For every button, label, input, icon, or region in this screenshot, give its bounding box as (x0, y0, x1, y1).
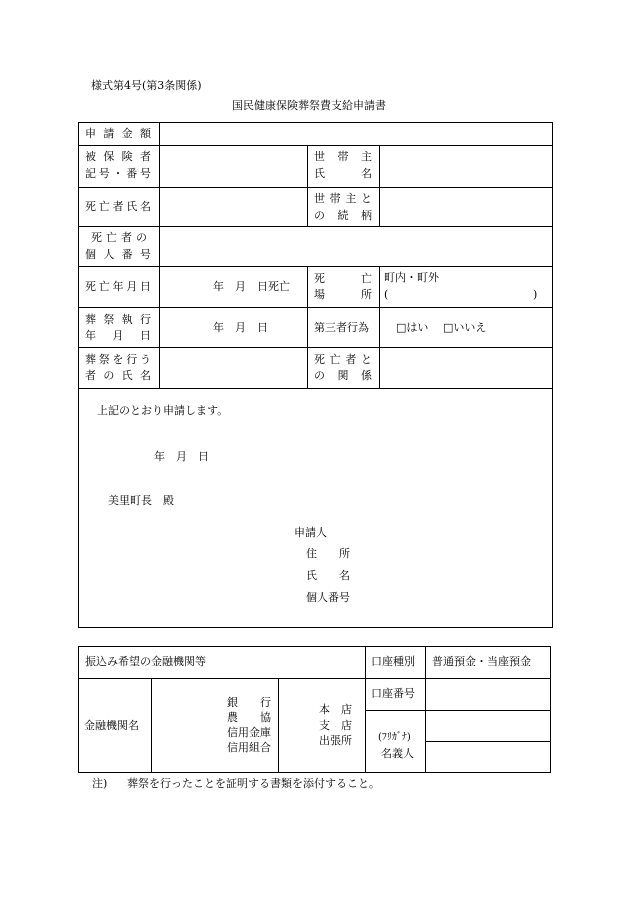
label-funeral-performer-line1 (85, 353, 151, 367)
applicant-name-label: 氏 名 (306, 569, 350, 582)
type-credit-union[interactable]: 信用組合 (227, 741, 271, 754)
account-type-label: 口座種別 (371, 655, 415, 668)
label-deceased-name (85, 200, 151, 214)
furigana-label: (ﾌﾘｶﾞﾅ) (378, 732, 411, 743)
label-funeral-performer-text2: 者 の 氏 名 (85, 369, 151, 382)
relation-deceased-field[interactable] (381, 349, 550, 386)
death-date-value[interactable]: 年 月 日死亡 (213, 280, 290, 293)
third-party-yes-checkbox[interactable]: □はい (396, 321, 429, 334)
type-shinkin[interactable]: 信用金庫 (227, 726, 271, 739)
label-death-place-line1 (314, 272, 372, 286)
branch-office[interactable]: 出張所 (319, 734, 352, 747)
label-insured-line2 (85, 167, 151, 181)
label-death-date (85, 280, 151, 294)
type-bank[interactable]: 銀 行 (227, 696, 271, 709)
addressee: 美里町長 殿 (108, 494, 174, 507)
third-party-no-checkbox[interactable]: □いいえ (443, 321, 487, 334)
label-funeral-performer-line2 (85, 369, 151, 383)
funeral-performer-field[interactable] (161, 349, 305, 386)
account-type-value[interactable]: 普通預金・当座預金 (432, 655, 531, 668)
institution-name-field[interactable] (153, 680, 223, 770)
desired-institution-label: 振込み希望の金融機関等 (85, 655, 206, 668)
death-place-paren-close: ) (533, 288, 538, 301)
label-funeral-date-text2: 年 月 日 (85, 329, 151, 342)
label-insured-line1 (85, 150, 151, 164)
householder-name-field[interactable] (381, 147, 550, 185)
account-number-label: 口座番号 (371, 687, 415, 700)
label-relation-householder-text1: 世 帯 主 と (314, 192, 372, 205)
label-deceased-name-text: 死 亡 者 氏 名 (85, 200, 151, 213)
deceased-id-field[interactable] (161, 228, 550, 265)
label-insured-text2: 記 号 ・ 番 号 (85, 167, 151, 180)
label-death-place-text2: 場 所 (314, 288, 372, 301)
label-householder-line2 (314, 167, 372, 181)
label-funeral-performer-text1: 葬 祭 を 行 う (85, 353, 151, 366)
institution-name-label: 金融機関名 (84, 719, 139, 732)
label-relation-deceased-text2: の 関 係 (314, 369, 372, 382)
label-relation-deceased-line2 (314, 369, 372, 383)
label-funeral-date-line2 (85, 329, 151, 343)
label-death-date-text: 死 亡 年 月 日 (85, 280, 151, 293)
note-marker: 注) (92, 777, 108, 790)
applicant-id-label: 個人番号 (306, 591, 350, 604)
label-deceased-id-text1: 死 亡 者 の (91, 231, 147, 244)
label-relation-householder-text2: の 続 柄 (314, 209, 372, 222)
branch-main[interactable]: 本 店 (319, 703, 352, 716)
declaration-date[interactable]: 年 月 日 (154, 450, 209, 463)
label-relation-deceased-text1: 死 亡 者 と (314, 353, 372, 366)
holder-name-field[interactable] (427, 743, 548, 771)
holder-name-label: 名義人 (381, 747, 414, 760)
label-amount (85, 127, 151, 141)
applicant-address-label: 住 所 (306, 547, 350, 560)
label-death-place-text1: 死 亡 (314, 272, 372, 285)
furigana-field[interactable] (427, 712, 548, 740)
funeral-date-value[interactable]: 年 月 日 (213, 321, 268, 334)
note-text: 葬祭を行ったことを証明する書類を添付すること。 (127, 777, 380, 790)
label-funeral-date-line1 (85, 313, 151, 327)
label-deceased-id-line1 (91, 231, 147, 245)
label-householder-line1 (314, 150, 372, 164)
declaration-statement: 上記のとおり申請します。 (97, 404, 229, 417)
label-amount-text: 申 請 金 額 (85, 127, 151, 140)
insured-number-field[interactable] (161, 147, 305, 185)
applicant-label: 申請人 (294, 526, 327, 539)
label-funeral-date-text1: 葬 祭 執 行 (85, 313, 151, 326)
label-householder-text1: 世 帯 主 (314, 150, 372, 163)
label-householder-text2: 氏 名 (314, 167, 372, 180)
deceased-name-field[interactable] (161, 189, 305, 225)
label-insured-text1: 被 保 険 者 (85, 150, 151, 163)
form-title: 国民健康保険葬祭費支給申請書 (232, 99, 386, 112)
account-number-field[interactable] (427, 680, 548, 709)
institution-field[interactable] (80, 648, 363, 676)
label-deceased-id-text2: 個 人 番 号 (85, 248, 151, 261)
label-death-place-line2 (314, 288, 372, 302)
form-number: 様式第4号(第3条関係) (91, 79, 202, 92)
death-place-paren-open: ( (384, 288, 389, 301)
label-relation-householder-line1 (314, 192, 372, 206)
amount-field[interactable] (161, 124, 550, 144)
label-third-party: 第三者行為 (314, 321, 369, 334)
label-relation-deceased-line1 (314, 353, 372, 367)
branch-branch[interactable]: 支 店 (319, 719, 352, 732)
relation-householder-field[interactable] (381, 189, 550, 225)
type-agri-coop[interactable]: 農 協 (227, 711, 271, 724)
label-relation-householder-line2 (314, 209, 372, 223)
death-place-option[interactable]: 町内・町外 (384, 271, 439, 284)
label-deceased-id-line2 (85, 248, 151, 262)
